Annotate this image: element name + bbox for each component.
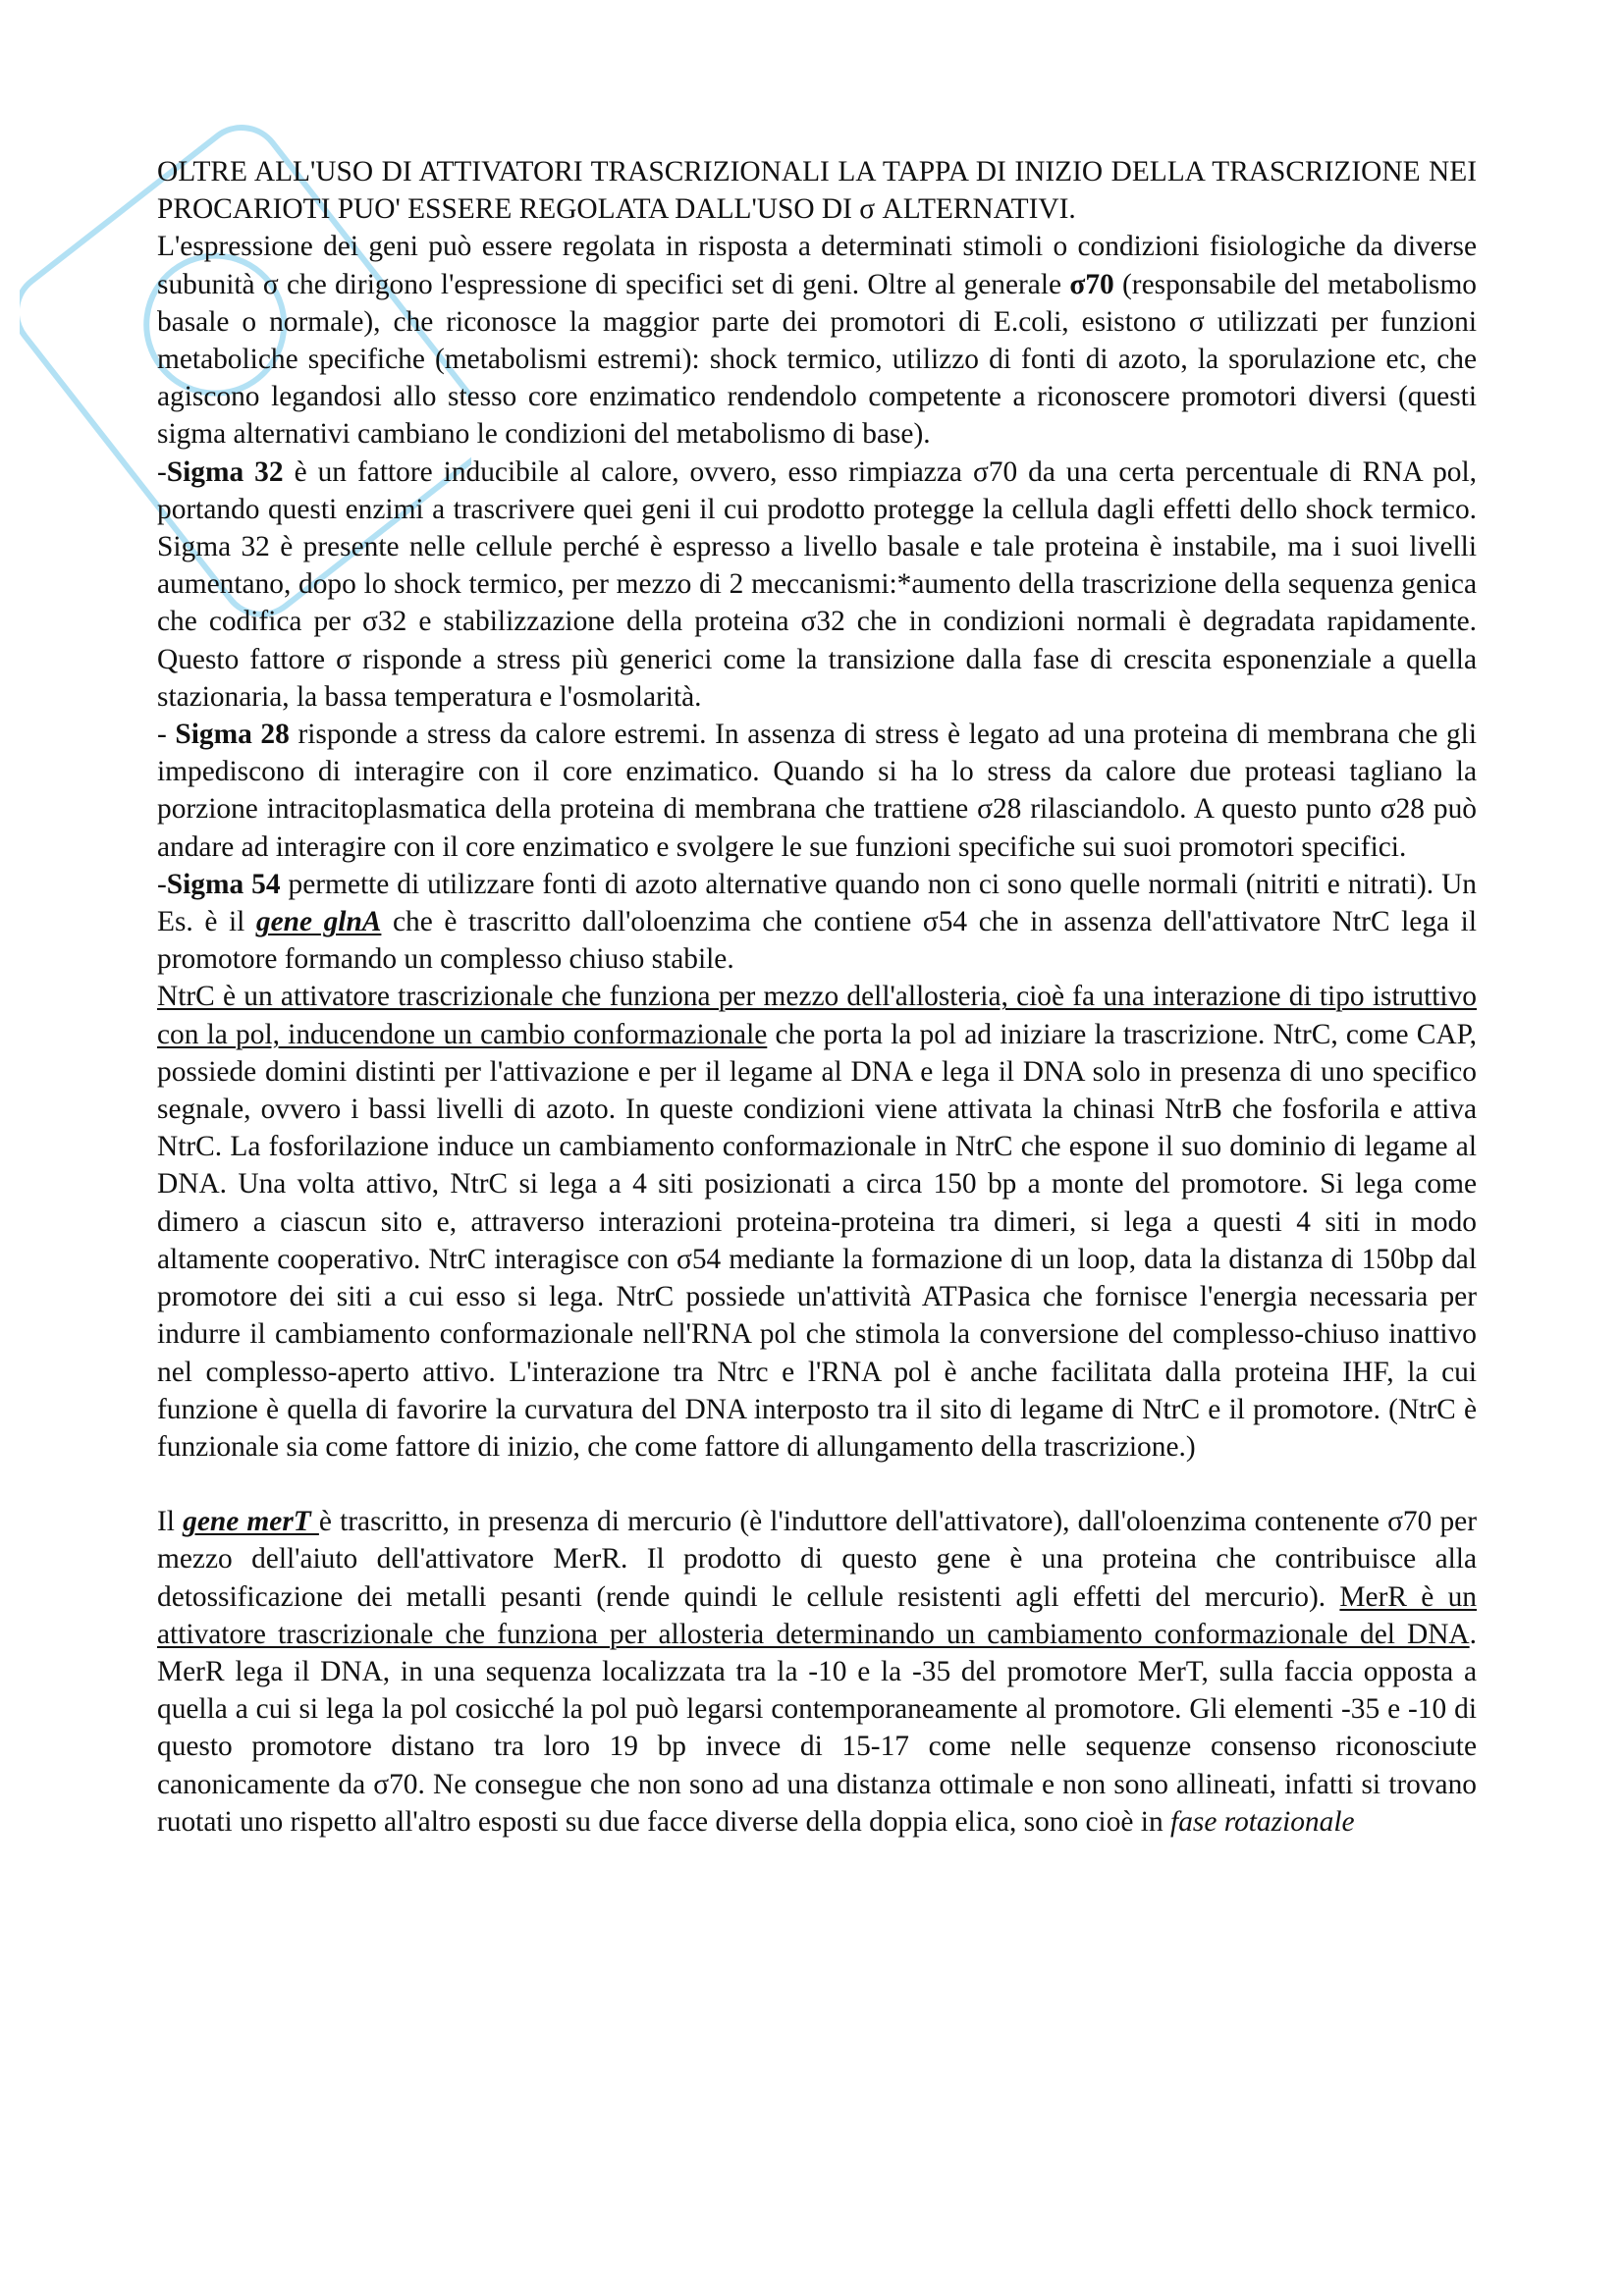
gene-merT-label: gene merT (183, 1506, 319, 1538)
paragraph-sigma28 (157, 716, 1477, 866)
paragraph-ntrc (157, 978, 1477, 1466)
text-run: - (157, 455, 167, 488)
paragraph-sigma-intro (157, 228, 1477, 453)
text-run: - (157, 719, 176, 751)
paragraph-heading: OLTRE ALL'USO DI ATTIVATORI TRASCRIZIONALI LA TAPPA DI INIZIO DELLA TRASCRIZIONE NEI PROCARIOTI PUO' ESSERE REGOLATA DALL'USO DI σ ALTERNATIVI. (157, 156, 1477, 226)
italic-fase-rotazionale: fase rotazionale (1170, 1805, 1355, 1838)
bold-term-sigma54: Sigma 54 (166, 868, 281, 900)
gene-glnA-label: gene glnA (255, 906, 382, 938)
text-run: risponde a stress da calore estremi. In assenza di stress è legato ad una proteina di membrana che gli impediscono di interagire con il core enzimatico. Quando si ha lo stress da calore due proteasi tagliano la porzione intracitoplasmatica della proteina di membrana che trattiene σ28 rilasciandolo. A questo punto σ28 può andare ad interagire con il core enzimatico e svolgere le sue funzioni specifiche sui suoi promotori specifici. (157, 719, 1478, 863)
text-run: Il (157, 1506, 184, 1538)
gene-merT-term (183, 1506, 319, 1537)
text-run: . MerR lega il DNA, in una sequenza localizzata tra la -10 e la -35 del promotore MerT, sulla faccia opposta a quella a cui si lega la pol cosicché la pol può legarsi contemporaneamente al promotore. Gli elementi -35 e -10 di questo promotore distano tra loro 19 bp invece di 15-17 come nelle sequenze consenso riconosciute canonicamente da σ70. Ne consegue che non sono ad una distanza ottimale e non sono allineati, infatti si trovano ruotati uno rispetto all'altro esposti su due facce diverse della doppia elica, sono cioè in (157, 1618, 1477, 1838)
bold-term-sigma70: σ70 (1069, 268, 1114, 300)
paragraph-sigma32 (157, 454, 1477, 716)
text-run: è trascritto, in presenza di mercurio (è l'induttore dell'attivatore), dall'oloenzima contenente σ70 per mezzo dell'aiuto dell'attivatore MerR. Il prodotto di questo gene è una proteina che contribuisce alla detossificazione dei metalli pesanti (rende quindi le cellule resistenti agli effetti del mercurio). (157, 1506, 1478, 1613)
text-run: che è trascritto dall'oloenzima che contiene σ54 che in assenza dell'attivatore NtrC lega il promotore formando un complesso chiuso stabile. (157, 906, 1477, 976)
gene-glnA-term (256, 906, 382, 937)
text-run: permette di utilizzare fonti di azoto alternative quando non ci sono quelle normali (nitriti e nitrati). Un Es. è il (157, 868, 1477, 938)
document-body (157, 153, 1477, 1841)
text-run: è un fattore inducibile al calore, ovvero, esso rimpiazza σ70 da una certa percentuale di RNA pol, portando questi enzimi a trascrivere quei geni il cui prodotto protegge la cellula dagli effetti dello shock termico. Sigma 32 è presente nelle cellule perché è espresso a livello basale e tale proteina è instabile, ma i suoi livelli aumentano, dopo lo shock termico, per mezzo di 2 meccanismi:*aumento della trascrizione della sequenza genica che codifica per σ32 e stabilizzazione della proteina σ32 che in condizioni normali è degradata rapidamente. Questo fattore σ risponde a stress più generici come la transizione dalla fase di crescita esponenziale a quella stazionaria, la bassa temperatura e l'osmolarità. (157, 455, 1478, 713)
paragraph-mert (157, 1503, 1477, 1841)
underlined-ntrc-definition: NtrC è un attivatore trascrizionale che funziona per mezzo dell'allosteria, cioè fa una interazione di tipo istruttivo con la pol, inducendone un cambio conformazionale (157, 981, 1477, 1050)
paragraph-sigma54 (157, 866, 1477, 979)
underlined-merr-definition: MerR è un attivatore trascrizionale che funziona per allosteria determinando un cambiamento conformazionale del DNA (157, 1580, 1477, 1650)
bold-term-sigma28: Sigma 28 (175, 719, 290, 751)
text-run: - (157, 868, 167, 900)
text-run: che porta la pol ad iniziare la trascrizione. NtrC, come CAP, possiede domini distinti per l'attivazione e per il legame al DNA e lega il DNA solo in presenza di uno specifico segnale, ovvero i bassi livelli di azoto. In queste condizioni viene attivata la chinasi NtrB che fosforila e attiva NtrC. La fosforilazione induce un cambiamento conformazionale in NtrC che espone il suo dominio di legame al DNA. Una volta attivo, NtrC si lega a 4 siti posizionati a circa 150 bp a monte del promotore. Si lega come dimero a ciascun sito e, attraverso interazioni proteina-proteina tra dimeri, si lega a questi 4 siti in modo altamente cooperativo. NtrC interagisce con σ54 mediante la formazione di un loop, data la distanza di 150bp dal promotore dei siti a cui esso si lega. NtrC possiede un'attività ATPasica che fornisce l'energia necessaria per indurre il cambiamento conformazionale nell'RNA pol che stimola la conversione del complesso-chiuso inattivo nel complesso-aperto attivo. L'interazione tra Ntrc e l'RNA pol è anche facilitata dalla proteina IHF, la cui funzione è quella di favorire la curvatura del DNA interposto tra il sito di legame di NtrC e il promotore. (NtrC è funzionale sia come fattore di inizio, che come fattore di allungamento della trascrizione.) (157, 1018, 1478, 1463)
text-run: L'espressione dei geni può essere regolata in risposta a determinati stimoli o condizioni fisiologiche da diverse subunità σ che dirigono l'espressione di specifici set di geni. Oltre al generale (157, 231, 1477, 300)
bold-term-sigma32: Sigma 32 (166, 455, 284, 488)
text-run: (responsabile del metabolismo basale o normale), che riconosce la maggior parte dei promotori di E.coli, esistono σ utilizzati per funzioni metaboliche specifiche (metabolismi estremi): shock termico, utilizzo di fonti di azoto, la sporulazione etc, che agiscono legandosi allo stesso core enzimatico rendendolo competente a riconoscere promotori diversi (questi sigma alternativi cambiano le condizioni del metabolismo di base). (157, 268, 1477, 451)
